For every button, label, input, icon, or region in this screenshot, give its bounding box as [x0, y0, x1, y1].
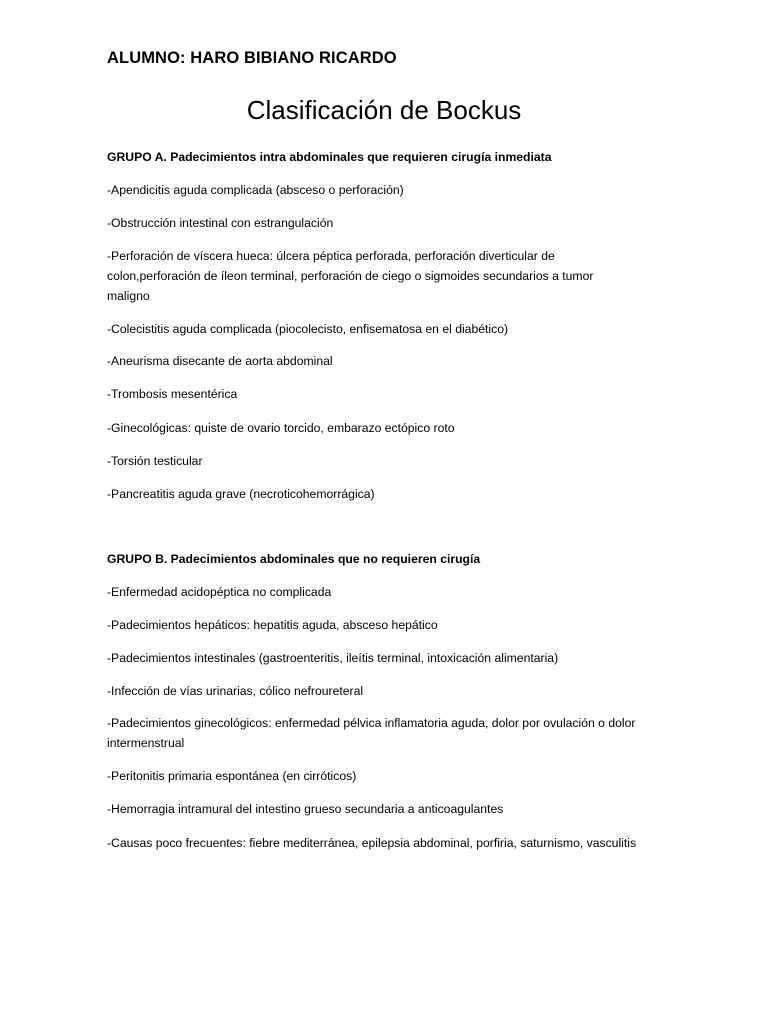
group-a-item: -Pancreatitis aguda grave (necroticohemorrágica): [107, 487, 375, 501]
group-a-item: -Aneurisma disecante de aorta abdominal: [107, 354, 333, 368]
group-a-item: -Obstrucción intestinal con estrangulación: [107, 216, 334, 230]
group-a-item: -Apendicitis aguda complicada (absceso o perforación): [107, 183, 404, 197]
group-b-item: -Padecimientos hepáticos: hepatitis aguda, absceso hepático: [107, 618, 438, 632]
group-a-item: -Colecistitis aguda complicada (piocolecisto, enfisematosa en el diabético): [107, 322, 509, 336]
group-b-item: -Padecimientos intestinales (gastroenteritis, ileítis terminal, intoxicación alimentaria): [107, 651, 559, 665]
group-a-heading: GRUPO A. Padecimientos intra abdominales que requieren cirugía inmediata: [107, 150, 552, 164]
group-a-item: -Torsión testicular: [107, 454, 203, 468]
group-b-item: -Infección de vías urinarias, cólico nefroureteral: [107, 684, 364, 698]
group-a-item: -Trombosis mesentérica: [107, 387, 238, 401]
group-b-heading: GRUPO B. Padecimientos abdominales que no requieren cirugía: [107, 552, 481, 566]
group-b-item: -Causas poco frecuentes: fiebre mediterránea, epilepsia abdominal, porfiria, saturnismo, vasculitis: [107, 836, 637, 850]
group-b-item: -Padecimientos ginecológicos: enfermedad pélvica inflamatoria aguda, dolor por ovulación o dolor intermenstrual: [107, 716, 636, 750]
group-a-item: -Ginecológicas: quiste de ovario torcido, embarazo ectópico roto: [107, 421, 455, 435]
student-name: ALUMNO: HARO BIBIANO RICARDO: [107, 49, 397, 67]
document-title: Clasificación de Bockus: [246, 95, 522, 125]
group-b-item: -Hemorragia intramural del intestino grueso secundaria a anticoagulantes: [107, 802, 504, 816]
group-a-item: -Perforación de víscera hueca: úlcera péptica perforada, perforación diverticular de colon,perforación de íleon terminal, perforación de ciego o sigmoides secundarios a tumor maligno: [107, 249, 594, 303]
group-b-item: -Enfermedad acidopéptica no complicada: [107, 585, 332, 599]
group-b-item: -Peritonitis primaria espontánea (en cirróticos): [107, 769, 357, 783]
